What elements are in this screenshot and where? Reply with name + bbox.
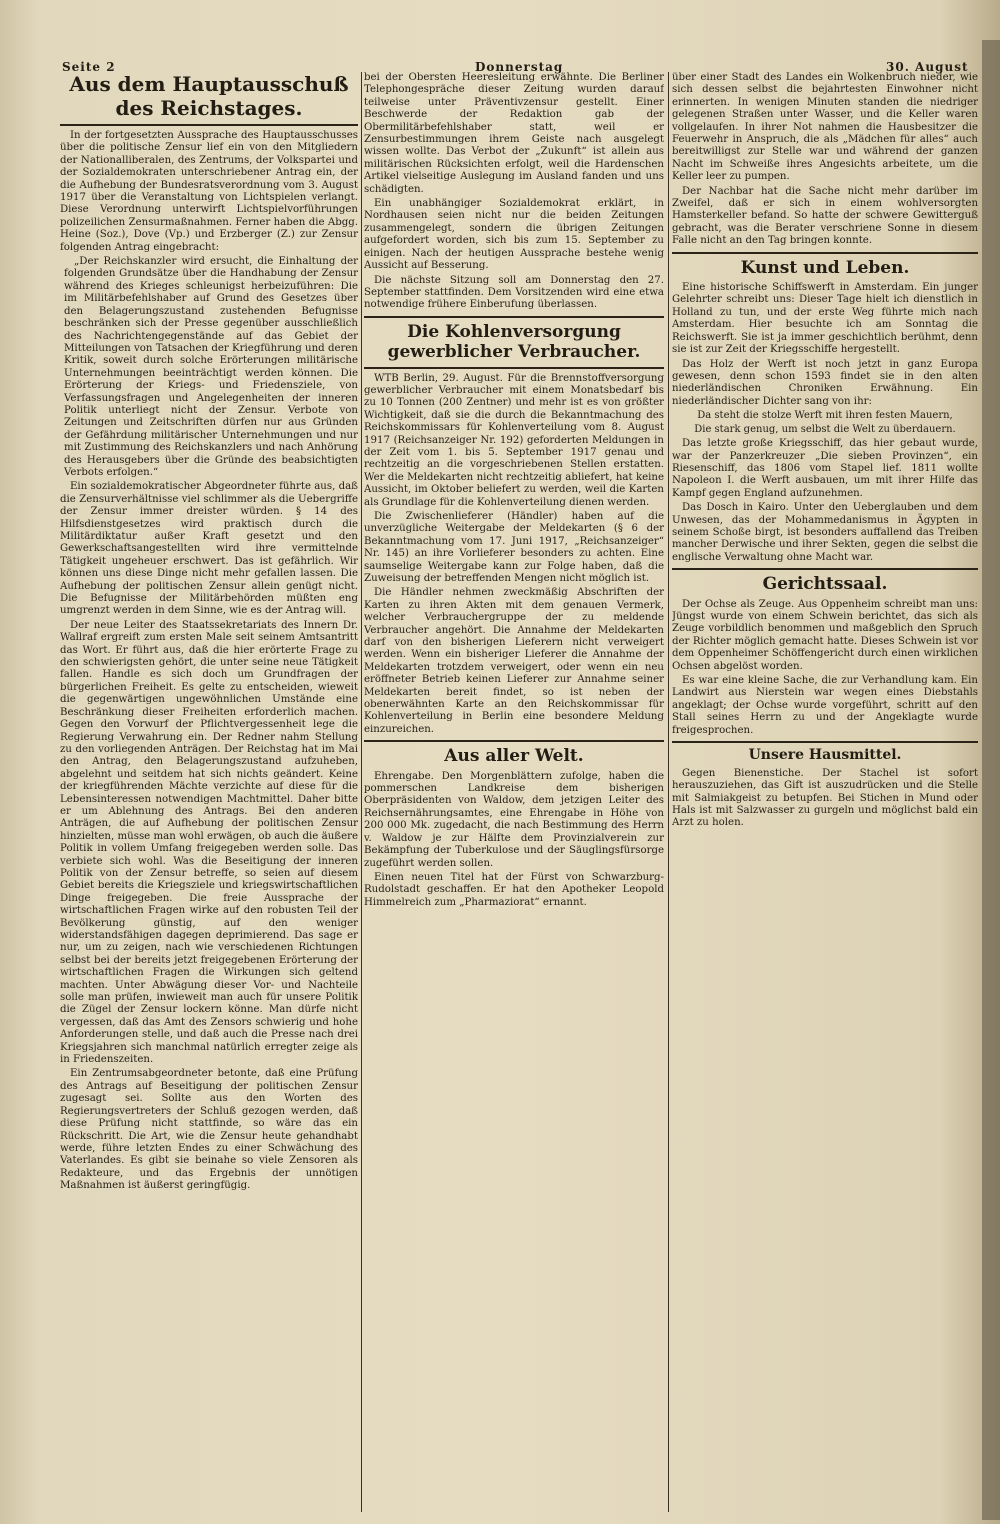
column-rule: [668, 72, 669, 1512]
adjacent-page-edge: [982, 40, 1000, 1520]
column-right: [672, 72, 978, 1512]
paragraph: Gegen Bienenstiche. Der Stachel ist sofort herauszuziehen, das Gift ist auszudrücken und die Stelle mit Salmiakgeist zu betupfen. Bei Stichen in Mund oder Hals ist mit Salzwasser zu gurgeln und möglichst bald ein Arzt zu holen.: [672, 767, 978, 829]
paragraph: Einen neuen Titel hat der Fürst von Schwarzburg-Rudolstadt geschaffen. Er hat den Apotheker Leopold Himmelreich zum „Pharmaziorat“ ernannt.: [364, 871, 664, 908]
paragraph: Ein sozialdemokratischer Abgeordneter führte aus, daß die Zensurverhältnisse viel schlimmer als die Uebergriffe der Zensur immer dreister würden. § 14 des Hilfsdienstgesetzes wird praktisch durch die Militärdiktatur außer Kraft gesetzt und den Gewerkschaftsangestellten wird ihre vermittelnde Tätigkeit ungeheuer erschwert. Das ist gefährlich. Wir können uns diese Dinge nicht mehr gefallen lassen. Die Aufhebung der politischen Zensur allein genügt nicht. Die Befugnisse der Militärbehörden müßten eng umgrenzt werden in dem Sinne, wie es der Antrag will.: [60, 481, 358, 617]
section-rule: [672, 741, 978, 743]
paragraph-quote: „Der Reichskanzler wird ersucht, die Einhaltung der folgenden Grundsätze über die Handhabung der Zensur während des Krieges schleunigst herbeizuführen: Die im Militärbefehlshaber auf Grund des Gesetzes über den Belagerungszustand zustehenden Befugnisse beschränken sich der Presse gegenüber ausschließlich des Nachrichtengegenstände auf das Gebiet der Mitteilungen von Tatsachen der Kriegführung und deren Kritik, soweit durch solche Erörterungen militärische Unternehmungen beeinträchtigt werden können. Die Erörterung der Kriegs- und Friedensziele, von Verfassungsfragen und Angelegenheiten der inneren Politik unterliegt nicht der Zensur. Verbote von Zeitungen und Zeitschriften dürfen nur aus Gründen der Gefährdung militärischer Unternehmungen und nur mit Zustimmung des Reichskanzlers und nach Anhörung des Herausgebers über die Gründe des beabsichtigten Verbots erfolgen.“: [64, 256, 358, 478]
paragraph: Es war eine kleine Sache, die zur Verhandlung kam. Ein Landwirt aus Nierstein war wegen eines Diebstahls angeklagt; der Ochse wurde vorgeführt, schritt auf den Stall seines Herrn zu und der Angeklagte wurde freigesprochen.: [672, 675, 978, 736]
paragraph: bei der Obersten Heeresleitung erwähnte. Die Berliner Telephongespräche dieser Zeitung wurden darauf teilweise unter Präventivzensur gestellt. Einer Beschwerde der Redaktion gab der Obermilitärbefehlshaber statt, weil er Zensurbestimmungen ihrem Geiste nach ausgelegt wissen wollte. Das Verbot der „Zukunft“ ist allein aus militärischen Rücksichten erfolgt, weil die Hardenschen Artikel vielseitige Auslegung im Ausland fanden und uns schädigten.: [364, 72, 664, 195]
paragraph: Ein unabhängiger Sozialdemokrat erklärt, in Nordhausen seien nicht nur die beiden Zeitungen zusammengelegt, sondern die übrigen Zeitungen aufgefordert worden, sich bis zum 15. September zu einigen. Nach der heutigen Aussprache bestehe wenig Aussicht auf Besserung.: [364, 198, 664, 272]
paragraph: Das letzte große Kriegsschiff, das hier gebaut wurde, war der Panzerkreuzer „Die sieben Provinzen“, ein Riesenschiff, das 1806 vom Stapel lief. 1811 wollte Napoleon I. die Werft ausbauen, um mit ihrer Hilfe das Kampf gegen England aufzunehmen.: [672, 438, 978, 499]
section-title-kunst-und-leben: Kunst und Leben.: [740, 257, 910, 278]
paragraph: Die nächste Sitzung soll am Donnerstag den 27. September stattfinden. Dem Vorsitzenden wird eine etwa notwendige frühere Einberufung überlassen.: [364, 274, 664, 311]
section-rule: [672, 252, 978, 254]
paragraph: Die Zwischenlieferer (Händler) haben auf die unverzügliche Weitergabe der Meldekarten (§ 6 der Bekanntmachung vom 17. Juni 1917, „Reichsanzeiger“ Nr. 145) an ihre Vorlieferer besonders zu achten. Eine saumselige Weitergabe kann zur Folge haben, daß die Zuweisung der betreffenden Mengen nicht möglich ist.: [364, 510, 664, 584]
article-title-hauptausschuss: Aus dem Hauptausschuß des Reichstages.: [69, 72, 349, 120]
running-head-day: Donnerstag: [475, 60, 564, 74]
paragraph: Das Holz der Werft ist noch jetzt in ganz Europa gewesen, denn schon 1593 findet sie in den alten niederländischen Chroniken Erwähnung. Ein niederländischer Dichter sang von ihr:: [672, 358, 978, 407]
article-title-kohlenversorgung: Die Kohlenversorgung gewerblicher Verbraucher.: [387, 321, 641, 363]
column-left: [60, 72, 358, 1512]
section-title-aus-aller-welt: Aus aller Welt.: [444, 746, 584, 767]
paragraph: Der Nachbar hat die Sache nicht mehr darüber im Zweifel, daß er sich in einem wohlversorgten Hamsterkeller befand. So hatte der schwere Gewitterguß gebracht, was die Berater verschriene Sonne in diesem Falle nicht an den Tag bringen konnte.: [672, 185, 978, 247]
section-title-hausmittel: Unsere Hausmittel.: [748, 747, 902, 764]
running-head-page-number: Seite 2: [62, 60, 116, 74]
section-rule: [672, 568, 978, 570]
section-rule: [364, 316, 664, 318]
paragraph: Der Ochse als Zeuge. Aus Oppenheim schreibt man uns: Jüngst wurde von einem Schwein berichtet, das sich als Zeuge vorbildlich benommen und maßgeblich den Spruch der Richter möglich gemacht hatte. Dieses Schwein ist vor dem Oppenheimer Schöffengericht durch einen wirklichen Ochsen abgelöst worden.: [672, 598, 978, 672]
paragraph: über einer Stadt des Landes ein Wolkenbruch nieder, wie sich dessen selbst die bejahrtesten Einwohner nicht erinnerten. In wenigen Minuten standen die niedriger gelegenen Straßen unter Wasser, und die Keller waren vollgelaufen. In ihrer Not nahmen die Hausbesitzer die Feuerwehr in Anspruch, die als „Mädchen für alles“ auch bereitwilligst zur Stelle war und während der ganzen Nacht im Schweiße ihres Angesichts arbeitete, um die Keller leer zu pumpen.: [672, 72, 978, 183]
column-rule: [361, 72, 362, 1512]
section-title-gerichtssaal: Gerichtssaal.: [762, 574, 888, 595]
running-head-date: 30. August: [886, 60, 969, 74]
paragraph: In der fortgesetzten Aussprache des Hauptausschusses über die politische Zensur lief ein von den Mitgliedern der Nationalliberalen, des Zentrums, der Volkspartei und der Sozialdemokraten unterschriebener Antrag ein, der die Aufhebung der Bundesratsverordnung vom 3. August 1917 über die Veranstaltung von Lichtspielen verlangt. Diese Verordnung unterwirft Lichtspielvorführungen polizeilichen Zensurmaßnahmen. Ferner haben die Abgg. Heine (Soz.), Dove (Vp.) und Erzberger (Z.) zur Zensur folgenden Antrag eingebracht:: [60, 130, 358, 253]
paragraph: Die Händler nehmen zweckmäßig Abschriften der Karten zu ihren Akten mit dem genauen Vermerk, welcher Verbrauchergruppe der zu meldende Verbraucher angehört. Die Annahme der Meldekarten darf von den bisherigen Lieferern nicht verweigert werden. Wenn ein bisheriger Lieferer die Annahme der Meldekarten trotzdem verweigert, oder wenn ein neu eröffneter Betrieb keinen Lieferer zur Annahme seiner Meldekarten bereit findet, so ist neben der obenerwähnten Karte an den Reichskommissar für Kohlenverteilung in Berlin eine besondere Meldung einzureichen.: [364, 587, 664, 735]
title-rule: [60, 124, 358, 126]
paragraph: Das Dosch in Kairo. Unter den Ueberglauben und dem Unwesen, das der Mohammedanismus in Ägypten in seinem Schoße birgt, ist besonders auffallend das Treiben mancher Derwische und ihrer Sekten, gegen die selbst die englische Verwaltung ohne Macht war.: [672, 502, 978, 563]
paragraph: WTB Berlin, 29. August. Für die Brennstoffversorgung gewerblicher Verbraucher mit einem Monatsbedarf bis zu 10 Tonnen (200 Zentner) und mehr ist es von größter Wichtigkeit, daß sie die durch die Bekanntmachung des Reichskommissars für Kohlenverteilung vom 8. August 1917 (Reichsanzeiger Nr. 192) geforderten Meldungen in der Zeit vom 1. bis 5. September 1917 genau und rechtzeitig an die vorgeschriebenen Stellen erstatten. Wer die Meldekarten nicht rechtzeitig abliefert, hat keine Aussicht, im Oktober beliefert zu werden, weil die Karten als Grundlage für die Kohlenverteilung dienen werden.: [364, 372, 664, 508]
verse-line: Die stark genug, um selbst die Welt zu überdauern.: [694, 424, 956, 436]
section-rule: [364, 740, 664, 742]
paragraph: Ehrengabe. Den Morgenblättern zufolge, haben die pommerschen Landkreise dem bisherigen Oberpräsidenten von Waldow, dem jetzigen Leiter des Reichsernährungsamtes, eine Ehrengabe in Höhe von 200 000 Mk. zugedacht, die nach Bestimmung des Herrn v. Waldow je zur Hälfte dem Provinzialverein zur Bekämpfung der Tuberkulose und der Säuglingsfürsorge zugeführt werden sollen.: [364, 770, 664, 869]
paragraph: Eine historische Schiffswerft in Amsterdam. Ein junger Gelehrter schreibt uns: Dieser Tage hielt ich dienstlich in Holland zu tun, und der erste Weg führte mich nach Amsterdam. Hier besuchte ich am Sonntag die Reichswerft. Sie ist ja immer geschichtlich berühmt, denn sie ist zur Zeit der Kriegsschiffe hergestellt.: [672, 282, 978, 356]
title-rule: [364, 367, 664, 369]
paragraph: Ein Zentrumsabgeordneter betonte, daß eine Prüfung des Antrags auf Beseitigung der politischen Zensur zugesagt sei. Sollte aus den Worten des Regierungsvertreters der Schluß gezogen werden, daß diese Prüfung nicht stattfinde, so wäre das ein Rückschritt. Die Art, wie die Zensur heute gehandhabt werde, führe letzten Endes zu einer Schwächung des Vaterlandes. Es gibt sie beinahe so viele Zensoren als Redakteure, und das Ergebnis der unnötigen Maßnahmen ist äußerst geringfügig.: [60, 1068, 358, 1192]
column-middle: [364, 72, 664, 1512]
paragraph: Der neue Leiter des Staatssekretariats des Innern Dr. Wallraf ergreift zum ersten Male seit seinem Amtsantritt das Wort. Er führt aus, daß die hier erörterte Frage zu den schwierigsten gehört, die unter seine neue Tätigkeit fallen. Handle es sich doch um Grundfragen der bürgerlichen Freiheit. Es gelte zu entscheiden, wieweit die gegenwärtigen ungewöhnlichen Umstände eine Beschränkung dieser Freiheiten erforderlich machen. Gegen den Vorwurf der Pflichtvergessenheit lege die Regierung Verwahrung ein. Der Redner nahm Stellung zu den vorliegenden Anträgen. Der Reichstag hat im Mai den Antrag, den Belagerungszustand aufzuheben, abgelehnt und seitdem hat sich nichts geändert. Keine der kriegführenden Mächte verzichte auf diese für die Lebensinteressen notwendigen Machtmittel. Daher bitte er um Ablehnung des Antrags. Bei den anderen Anträgen, die auf Aufhebung der politischen Zensur hinzielten, müsse man wohl erwägen, ob auch die äußere Politik in vollem Umfang freigegeben werden solle. Das verbiete sich wohl. Was die Beseitigung der inneren Politik von der Zensur betreffe, so seien auf diesem Gebiet bereits die Kriegsziele und kriegswirtschaftlichen Dinge freigegeben. Die freie Aussprache der wirtschaftlichen Fragen wirke auf den robusten Teil der Bevölkerung günstig, auf den weniger widerstandsfähigen dagegen deprimierend. Das sage er nur, um zu zeigen, nach wie verschiedenen Richtungen selbst bei der bereits jetzt freigegebenen Erörterung der wirtschaftlichen Fragen die Wirkungen sich geltend machten. Unter Abwägung dieser Vor- und Nachteile solle man prüfen, inwieweit man auch für unsere Politik die Zügel der Zensur lockern könne. Man dürfe nicht vergessen, daß das Amt des Zensors schwierig und hohe Anforderungen stelle, und daß auch die Presse nach drei Kriegsjahren sich manchmal natürlich erregter zeige als in Friedenszeiten.: [60, 619, 358, 1066]
verse-line: Da steht die stolze Werft mit ihren festen Mauern,: [697, 410, 953, 422]
